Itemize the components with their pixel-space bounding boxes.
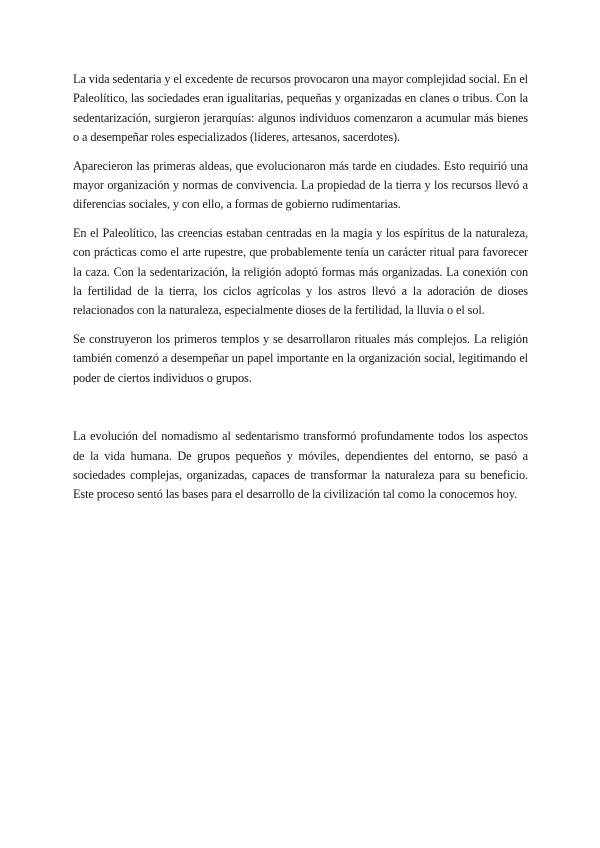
paragraph-beliefs: En el Paleolítico, las creencias estaban centradas en la magia y los espíritus de la naturaleza, con prácticas como el arte rupestre, que probablemente tenía un carácter ritual para favorecer la caza. Con la sedentarización, la religión adoptó formas más organizadas. La conexión con la fertilidad de la tierra, los ciclos agrícolas y los astros llevó a la adoración de dioses relacionados con la naturaleza, especialmente dioses de la fertilidad, la lluvia o el sol. — [73, 225, 528, 318]
document-body — [73, 70, 528, 514]
paragraph-temples: Se construyeron los primeros templos y se desarrollaron rituales más complejos. La religión también comenzó a desempeñar un papel importante en la organización social, legitimando el poder de ciertos individuos o grupos. — [73, 331, 528, 385]
paragraph-villages: Aparecieron las primeras aldeas, que evolucionaron más tarde en ciudades. Esto requirió una mayor organización y normas de convivencia. La propiedad de la tierra y los recursos llevó a diferencias sociales, y con ello, a formas de gobierno rudimentarias. — [73, 158, 528, 212]
paragraph-conclusion: La evolución del nomadismo al sedentarismo transformó profundamente todos los aspectos de la vida humana. De grupos pequeños y móviles, dependientes del entorno, se pasó a sociedades complejas, organizadas, capaces de transformar la naturaleza para su beneficio. Este proceso sentó las bases para el desarrollo de la civilización tal como la conocemos hoy. — [73, 429, 528, 502]
blank-line — [73, 397, 528, 427]
paragraph-social-complexity: La vida sedentaria y el excedente de recursos provocaron una mayor complejidad social. En el Paleolítico, las sociedades eran igualitarias, pequeñas y organizadas en clanes o tribus. Con la sedentarización, surgieron jerarquías: algunos individuos comenzaron a acumular más bienes o a desempeñar roles especializados (líderes, artesanos, sacerdotes). — [73, 72, 528, 145]
